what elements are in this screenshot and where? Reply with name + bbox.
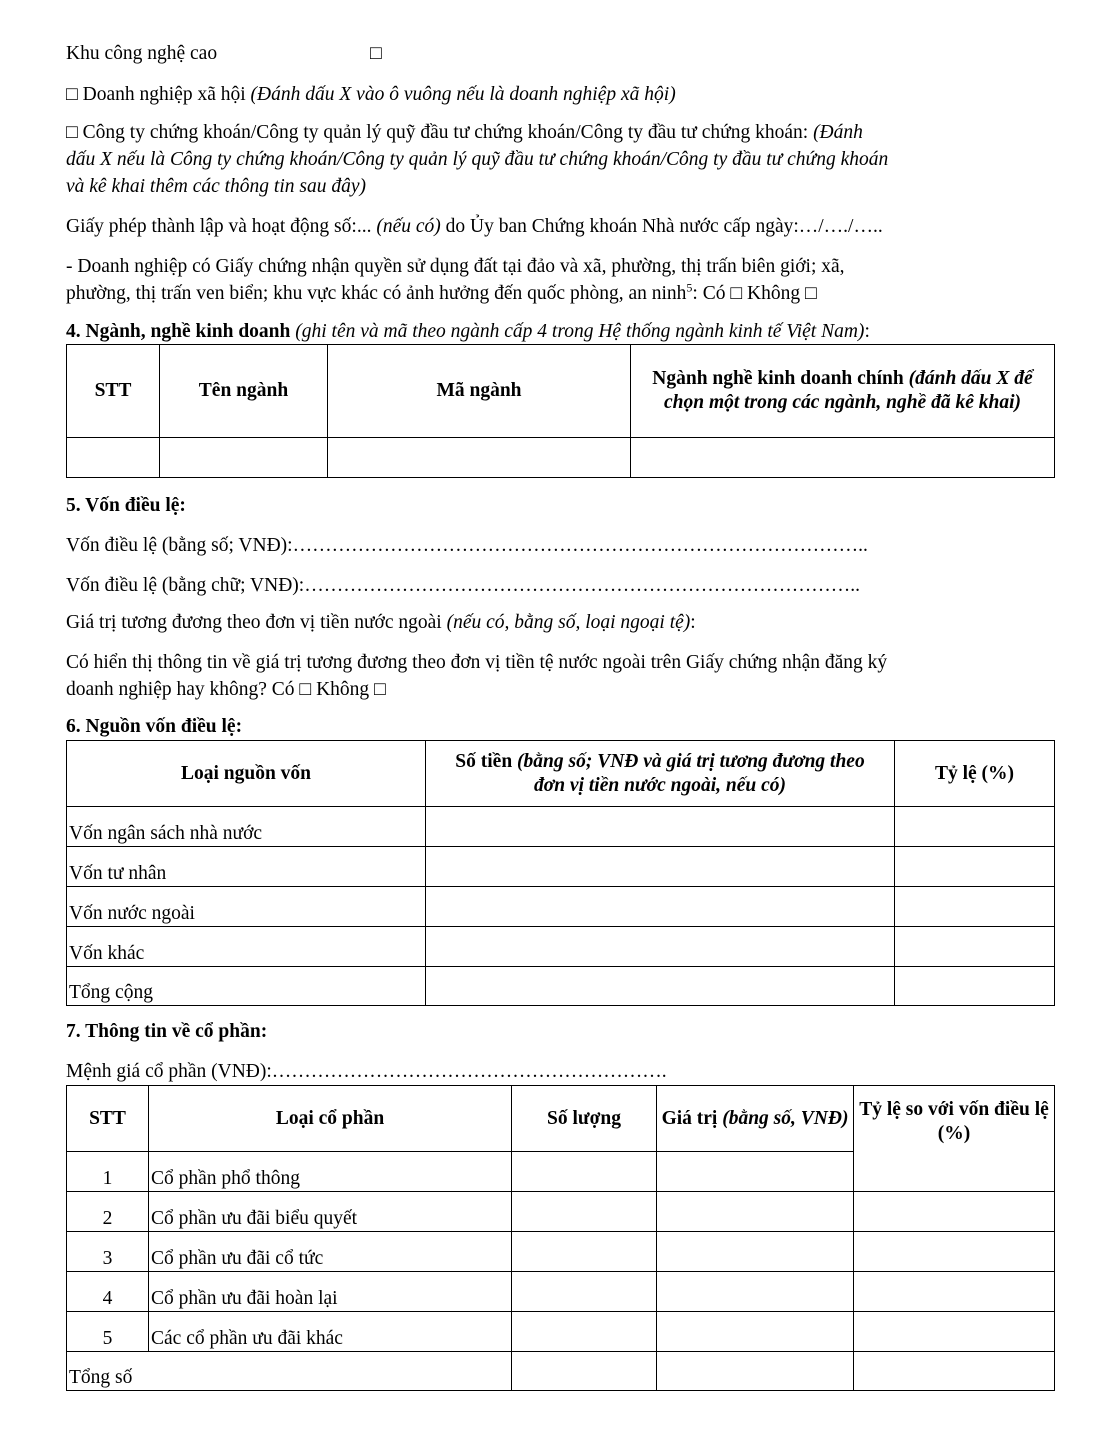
- section-5-title: 5. Vốn điều lệ:: [66, 495, 186, 516]
- row-loai-co-phan: Cổ phần phổ thông: [149, 1152, 512, 1192]
- row-stt: 2: [67, 1192, 149, 1232]
- row-stt: 4: [67, 1272, 149, 1312]
- table-cell[interactable]: [512, 1152, 657, 1192]
- col-so-tien: [426, 741, 895, 807]
- cong-ty-ck-note-3: và kê khai thêm các thông tin sau đây): [66, 176, 366, 197]
- dat-text-2b: : Có □ Không □: [692, 283, 817, 304]
- col-stt: STT: [67, 1086, 149, 1152]
- table-row: [67, 1192, 1055, 1232]
- giay-phep-date: do Ủy ban Chứng khoán Nhà nước cấp ngày:…/…./…..: [445, 216, 883, 237]
- table-cell[interactable]: [512, 1232, 657, 1272]
- co-phan-total-label: Tổng số: [67, 1352, 512, 1391]
- col-ma-nganh: Mã ngành: [328, 345, 631, 438]
- col-gia-tri-label: Giá trị: [661, 1107, 718, 1129]
- col-so-luong: Số lượng: [512, 1086, 657, 1152]
- cong-ty-ck-line-2: [66, 148, 888, 172]
- khu-cong-nghe-label: Khu công nghệ cao: [66, 43, 218, 64]
- table-row: [67, 1312, 1055, 1352]
- table-cell[interactable]: [512, 1312, 657, 1352]
- table-cell[interactable]: [657, 1312, 854, 1352]
- table-cell[interactable]: [895, 807, 1055, 847]
- col-gia-tri: [657, 1086, 854, 1152]
- col-ty-le: Tỷ lệ (%): [895, 741, 1055, 807]
- dat-line-2: [66, 282, 817, 306]
- cong-ty-ck-note-1: (Đánh: [813, 122, 863, 143]
- table-row: [67, 1232, 1055, 1272]
- table-cell[interactable]: [631, 438, 1055, 478]
- nganh-nghe-table: [66, 344, 1055, 478]
- row-loai-co-phan: Cổ phần ưu đãi cổ tức: [149, 1232, 512, 1272]
- khu-cong-nghe-line: [66, 42, 217, 66]
- row-stt: 5: [67, 1312, 149, 1352]
- col-so-tien-label: Số tiền: [455, 750, 513, 772]
- nguon-von-header-row: [67, 741, 1055, 807]
- col-so-tien-note: (bằng số; VNĐ và giá trị tương đương theo đơn vị tiền nước ngoài, nếu có): [517, 750, 865, 796]
- table-cell[interactable]: [426, 967, 895, 1006]
- table-row: [67, 807, 1055, 847]
- col-nganh-chinh: [631, 345, 1055, 438]
- ngoai-te-label: Giá trị tương đương theo đơn vị tiền nước ngoài: [66, 612, 442, 633]
- cong-ty-ck-line-3: [66, 175, 366, 199]
- ngoai-te-line: [66, 611, 696, 635]
- dn-xa-hoi-checkbox[interactable]: □: [66, 84, 78, 105]
- table-cell[interactable]: [854, 1272, 1055, 1312]
- nguon-von-total-label: Tổng cộng: [67, 967, 426, 1006]
- col-nganh-chinh-label: Ngành nghề kinh doanh chính: [652, 368, 904, 390]
- table-cell[interactable]: [895, 887, 1055, 927]
- dat-text-1: - Doanh nghiệp có Giấy chứng nhận quyền sử dụng đất tại đảo và xã, phường, thị trấn biên giới; xã,: [66, 256, 845, 277]
- table-cell[interactable]: [160, 438, 328, 478]
- ngoai-te-note: (nếu có, bằng số, loại ngoại tệ): [446, 612, 691, 633]
- hien-thi-line-1: Có hiển thị thông tin về giá trị tương đương theo đơn vị tiền tệ nước ngoài trên Giấy chứng nhận đăng ký: [66, 652, 888, 673]
- col-ten-nganh: Tên ngành: [160, 345, 328, 438]
- row-loai-co-phan: Cổ phần ưu đãi hoàn lại: [149, 1272, 512, 1312]
- dat-text-2: phường, thị trấn ven biển; khu vực khác có ảnh hưởng đến quốc phòng, an ninh: [66, 283, 687, 304]
- table-row: [67, 438, 1055, 478]
- section-7-heading: [66, 1020, 267, 1044]
- section-6-heading: [66, 715, 242, 739]
- footnote-ref[interactable]: 5: [686, 280, 693, 295]
- giay-phep-note: (nếu có): [376, 216, 441, 237]
- col-loai-co-phan: Loại cổ phần: [149, 1086, 512, 1152]
- cong-ty-ck-line-1: [66, 121, 863, 145]
- giay-phep-label: Giấy phép thành lập và hoạt động số:...: [66, 216, 372, 237]
- table-cell[interactable]: [657, 1192, 854, 1232]
- table-cell[interactable]: [512, 1352, 657, 1391]
- dn-xa-hoi-line: [66, 83, 676, 107]
- nguon-von-label: Vốn khác: [67, 927, 426, 967]
- dn-xa-hoi-note: (Đánh dấu X vào ô vuông nếu là doanh nghiệp xã hội): [250, 84, 676, 105]
- table-cell[interactable]: [854, 1232, 1055, 1272]
- nguon-von-table: [66, 740, 1055, 1006]
- hien-thi-line-2: doanh nghiệp hay không? Có □ Không □: [66, 679, 386, 700]
- cong-ty-ck-checkbox[interactable]: □: [66, 122, 78, 143]
- co-phan-header-row: [67, 1086, 1055, 1152]
- col-loai-nguon-von: Loại nguồn vốn: [67, 741, 426, 807]
- cong-ty-ck-note-2: dấu X nếu là Công ty chứng khoán/Công ty quản lý quỹ đầu tư chứng khoán/Công ty đầu tư chứng khoán: [66, 149, 889, 170]
- col-stt: STT: [67, 345, 160, 438]
- col-nganh-chinh-note: (đánh dấu X để chọn một trong các ngành, nghề đã kê khai): [663, 368, 1033, 413]
- table-cell[interactable]: [512, 1192, 657, 1232]
- table-cell[interactable]: [657, 1232, 854, 1272]
- section-4-note: (ghi tên và mã theo ngành cấp 4 trong Hệ thống ngành kinh tế Việt Nam): [295, 321, 865, 342]
- col-ty-le-von: Tỷ lệ so với vốn điều lệ (%): [854, 1086, 1055, 1192]
- nguon-von-label: Vốn tư nhân: [67, 847, 426, 887]
- table-cell[interactable]: [426, 847, 895, 887]
- menh-gia-line: Mệnh giá cổ phần (VNĐ):…………………………………………………….: [66, 1061, 667, 1082]
- nganh-nghe-header-row: [67, 345, 1055, 438]
- table-cell[interactable]: [67, 438, 160, 478]
- giay-phep-line: [66, 215, 883, 239]
- von-bang-chu-line: Vốn điều lệ (bằng chữ; VNĐ):…………………………………………………………………………..: [66, 575, 860, 596]
- row-loai-co-phan: Cổ phần ưu đãi biểu quyết: [149, 1192, 512, 1232]
- section-4-heading: [66, 320, 870, 344]
- table-cell[interactable]: [657, 1152, 854, 1192]
- table-cell[interactable]: [426, 807, 895, 847]
- table-cell[interactable]: [854, 1312, 1055, 1352]
- cong-ty-ck-label: Công ty chứng khoán/Công ty quản lý quỹ đầu tư chứng khoán/Công ty đầu tư chứng khoán:: [82, 122, 809, 143]
- row-stt: 3: [67, 1232, 149, 1272]
- dn-xa-hoi-label: Doanh nghiệp xã hội: [82, 84, 246, 105]
- nguon-von-label: Vốn ngân sách nhà nước: [67, 807, 426, 847]
- table-cell[interactable]: [854, 1352, 1055, 1391]
- section-4-colon: :: [864, 321, 870, 342]
- table-cell[interactable]: [657, 1272, 854, 1312]
- table-cell[interactable]: [426, 927, 895, 967]
- table-row: [67, 847, 1055, 887]
- table-row: [67, 1272, 1055, 1312]
- table-cell[interactable]: [895, 847, 1055, 887]
- table-cell[interactable]: [895, 967, 1055, 1006]
- von-bang-so-line: Vốn điều lệ (bằng số; VNĐ):……………………………………………………………………………..: [66, 535, 868, 556]
- section-6-title: 6. Nguồn vốn điều lệ:: [66, 716, 243, 737]
- section-7-title: 7. Thông tin về cổ phần:: [66, 1021, 268, 1042]
- table-cell[interactable]: [328, 438, 631, 478]
- khu-cong-nghe-checkbox[interactable]: □: [370, 43, 382, 64]
- table-cell[interactable]: [512, 1272, 657, 1312]
- ngoai-te-colon: :: [690, 612, 696, 633]
- col-gia-tri-note: (bằng số, VNĐ): [722, 1107, 849, 1129]
- row-loai-co-phan: Các cổ phần ưu đãi khác: [149, 1312, 512, 1352]
- table-row: [67, 927, 1055, 967]
- co-phan-table: [66, 1085, 1055, 1391]
- table-row: [67, 887, 1055, 927]
- table-row: [67, 1352, 1055, 1391]
- table-row: [67, 967, 1055, 1006]
- table-cell[interactable]: [895, 927, 1055, 967]
- table-cell[interactable]: [426, 887, 895, 927]
- section-5-heading: [66, 494, 186, 518]
- row-stt: 1: [67, 1152, 149, 1192]
- table-cell[interactable]: [657, 1352, 854, 1391]
- nguon-von-label: Vốn nước ngoài: [67, 887, 426, 927]
- section-4-title: 4. Ngành, nghề kinh doanh: [66, 321, 291, 342]
- dat-line-1: [66, 255, 845, 279]
- table-cell[interactable]: [854, 1192, 1055, 1232]
